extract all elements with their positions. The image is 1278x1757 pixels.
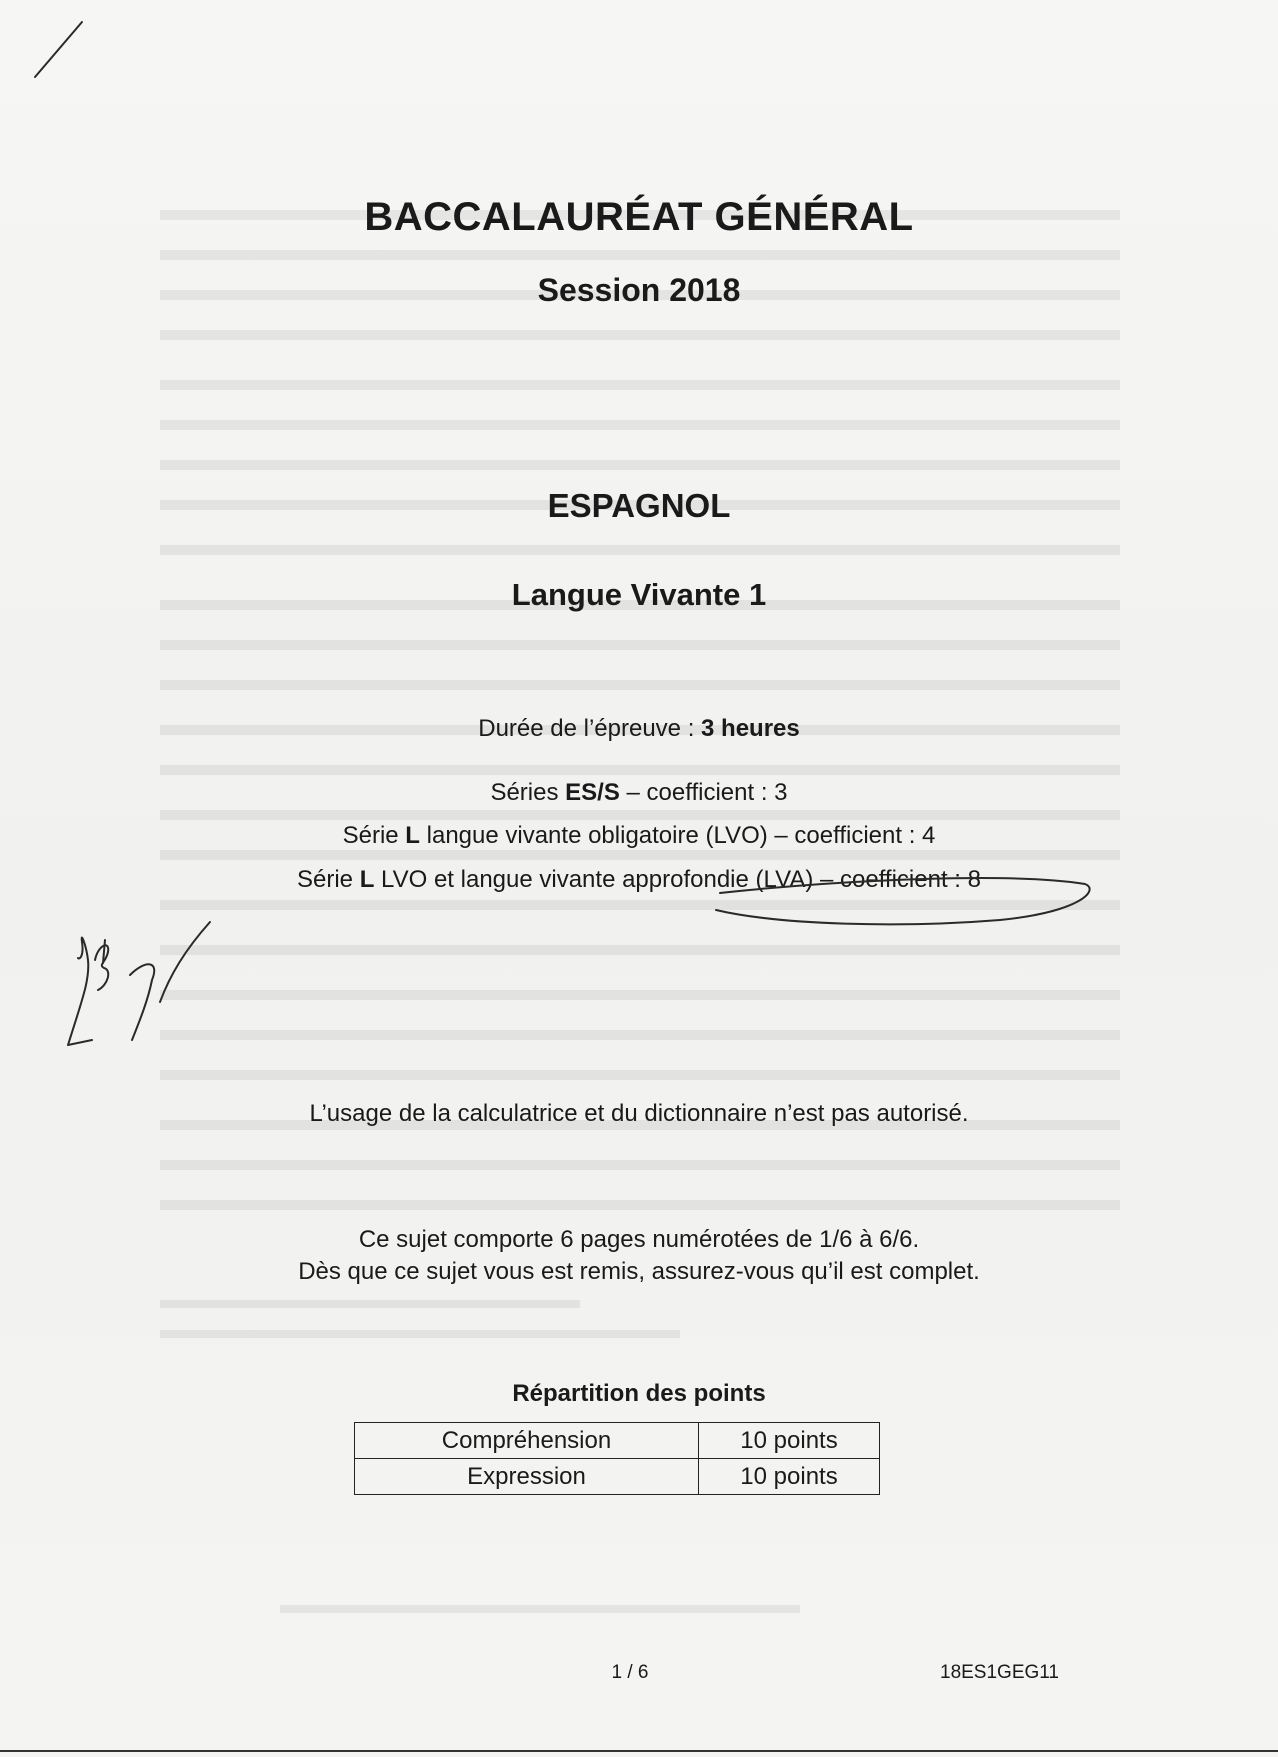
points-label: Compréhension xyxy=(355,1423,699,1459)
series-l-lva-coefficient: LVO et langue vivante approfondie (LVA) – coefficient : 8 xyxy=(374,866,981,893)
subject-name: ESPAGNOL xyxy=(547,487,731,524)
page-count-notice: Ce sujet comporte 6 pages numérotées de 1/6 à 6/6. xyxy=(358,1226,920,1253)
series-l-lvo-prefix: Série xyxy=(342,822,406,849)
series-l-lva-prefix: Série xyxy=(297,866,360,893)
pen-slash-mark xyxy=(35,22,82,77)
calculator-rule: L’usage de la calculatrice et du dictionnaire n’est pas autorisé. xyxy=(309,1100,969,1127)
points-table xyxy=(354,1422,880,1495)
pen-grade-mark xyxy=(68,922,210,1045)
page-bottom-edge xyxy=(0,1750,1278,1752)
series-es-s-prefix: Séries xyxy=(490,779,566,806)
exam-session: Session 2018 xyxy=(537,272,741,308)
series-l-lvo xyxy=(0,822,1278,850)
series-es-s xyxy=(0,779,1278,807)
table-row xyxy=(355,1459,880,1495)
page-number: 1 / 6 xyxy=(611,1662,649,1683)
series-es-s-coefficient: – coefficient : 3 xyxy=(619,779,788,806)
completeness-notice: Dès que ce sujet vous est remis, assurez-vous qu’il est complet. xyxy=(298,1258,980,1285)
document-code: 18ES1GEG11 xyxy=(940,1662,1060,1683)
language-level: Langue Vivante 1 xyxy=(511,577,767,612)
points-label: Expression xyxy=(355,1459,699,1495)
table-row xyxy=(355,1423,880,1459)
points-value: 10 points xyxy=(699,1459,880,1495)
points-value: 10 points xyxy=(699,1423,880,1459)
series-es-s-name: ES/S xyxy=(565,779,620,806)
series-l-lvo-name: L xyxy=(405,822,420,849)
duration-value: 3 heures xyxy=(701,715,800,742)
duration-label: Durée de l’épreuve : xyxy=(478,715,702,742)
points-title: Répartition des points xyxy=(512,1380,766,1407)
series-l-lva xyxy=(0,866,1278,894)
series-l-lvo-coefficient: langue vivante obligatoire (LVO) – coefficient : 4 xyxy=(419,822,936,849)
exam-title: BACCALAURÉAT GÉNÉRAL xyxy=(364,195,914,239)
series-l-lva-name: L xyxy=(359,866,375,893)
exam-duration xyxy=(0,715,1278,743)
